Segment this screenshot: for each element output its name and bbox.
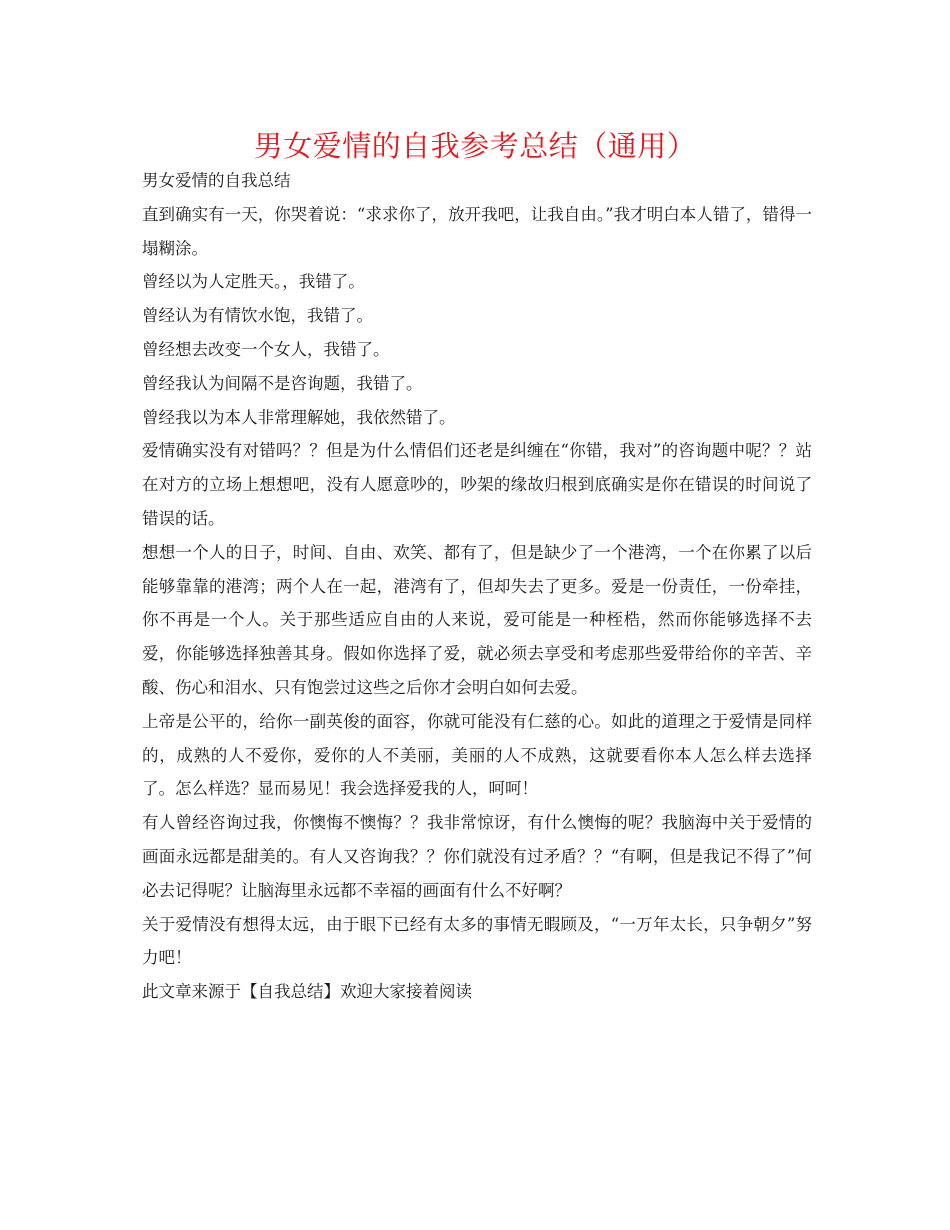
paragraph: 曾经以为人定胜天。，我错了。 (142, 272, 365, 292)
paragraph: 爱情确实没有对错吗？？但是为什么情侣们还老是纠缠在“你错，我对”的咨询题中呢？？站在对方的立场上想想吧，没有人愿意吵的，吵架的缘故归根到底确实是你在错误的时间说了错误的话。 (142, 441, 812, 528)
document-title: 男女爱情的自我参考总结（通用） (253, 129, 697, 163)
paragraph-subtitle: 男女爱情的自我总结 (142, 171, 291, 190)
paragraph: 曾经我认为间隔不是咨询题，我错了。 (142, 373, 423, 393)
paragraph: 曾经想去改变一个女人，我错了。 (142, 339, 390, 359)
paragraph: 想想一个人的日子，时间、自由、欢笑、都有了，但是缺少了一个港湾，一个在你累了以后能够靠靠的港湾；两个人在一起，港湾有了，但却失去了更多。爱是一份责任，一份牵挂，你不再是一个人。关于那些适应自由的人来说，爱可能是一种桎梏，然而你能够选择不去爱，你能够选择独善其身。假如你选择了爱，就必须去享受和考虑那些爱带给你的辛苦、辛酸、伤心和泪水、只有饱尝过这些之后你才会明白如何去爱。 (142, 542, 812, 697)
paragraph: 有人曾经咨询过我，你懊悔不懊悔？？我非常惊讶，有什么懊悔的呢？我脑海中关于爱情的画面永远都是甜美的。有人又咨询我？？你们就没有过矛盾？？“有啊，但是我记不得了”何必去记得呢？让脑海里永远都不幸福的画面有什么不好啊？ (142, 813, 812, 900)
paragraph: 关于爱情没有想得太远，由于眼下已经有太多的事情无暇顾及，“一万年太长，只争朝夕”努力吧！ (142, 914, 812, 968)
paragraph: 曾经我以为本人非常理解她，我依然错了。 (142, 407, 456, 427)
paragraph: 曾经认为有情饮水饱，我错了。 (142, 306, 373, 326)
paragraph: 上帝是公平的，给你一副英俊的面容，你就可能没有仁慈的心。如此的道理之于爱情是同样的，成熟的人不爱你，爱你的人不美丽，美丽的人不成熟，这就要看你本人怎么样去选择了。怎么样选？显而易见！我会选择爱我的人，呵呵！ (142, 711, 812, 799)
source-note: 此文章来源于【自我总结】欢迎大家接着阅读 (142, 982, 472, 1002)
document-body (142, 164, 812, 1009)
paragraph: 直到确实有一天，你哭着说：“求求你了，放开我吧，让我自由。”我才明白本人错了，错得一塌糊涂。 (142, 204, 812, 258)
